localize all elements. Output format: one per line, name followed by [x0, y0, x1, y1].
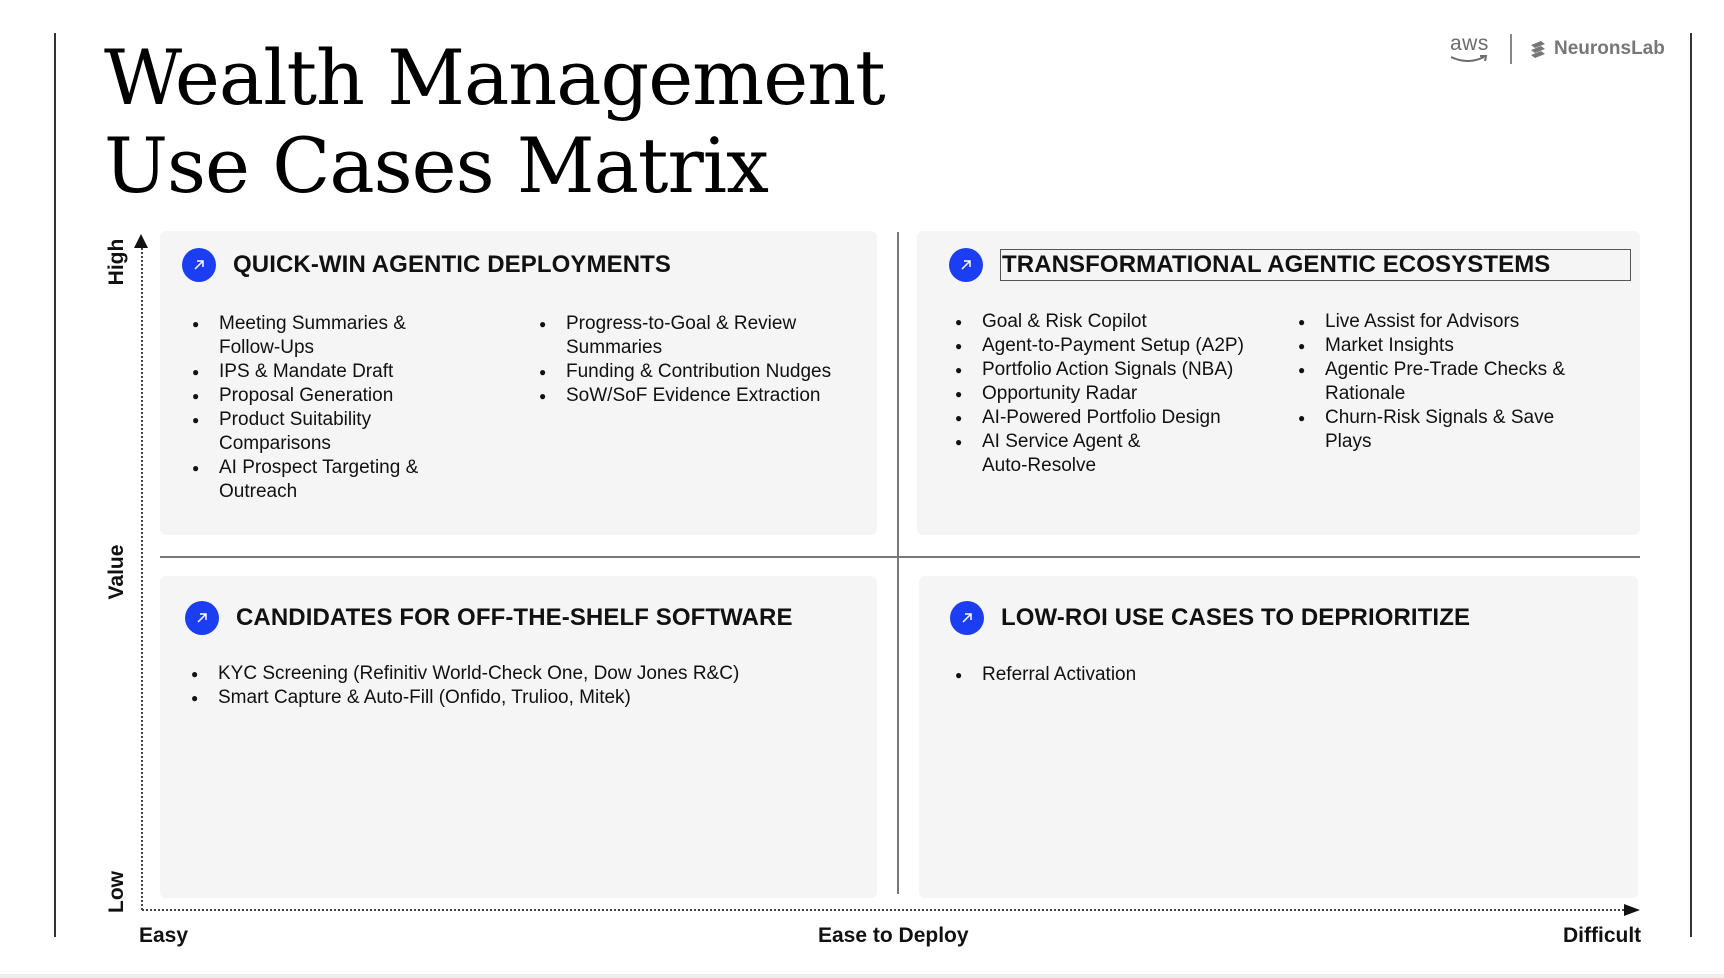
bottom-strip — [0, 974, 1724, 978]
list-item: ● AI Prospect Targeting & Outreach — [192, 456, 462, 504]
x-axis-arrow-icon — [1624, 904, 1640, 916]
list-item: ● Market Insights — [1298, 334, 1598, 358]
frame-right-line — [1690, 33, 1692, 937]
title-line-2: Use Cases Matrix — [104, 121, 768, 210]
use-case-list-col-1 — [192, 312, 462, 504]
list-item: ● Agent-to-Payment Setup (A2P) — [955, 334, 1255, 358]
arrow-up-right-icon — [949, 248, 983, 282]
quadrant-title: QUICK-WIN AGENTIC DEPLOYMENTS — [233, 251, 672, 278]
list-item: ● Portfolio Action Signals (NBA) — [955, 358, 1255, 382]
use-case-list-col-1 — [955, 310, 1255, 478]
use-case-list — [955, 663, 1355, 687]
y-axis-line — [141, 244, 143, 910]
list-item: ● Proposal Generation — [192, 384, 462, 408]
neuronslab-mark-icon — [1528, 39, 1548, 59]
arrow-up-right-icon — [950, 601, 984, 635]
use-case-list-col-2 — [1298, 310, 1598, 454]
quadrant-low-roi — [919, 576, 1638, 898]
list-item: ● Opportunity Radar — [955, 382, 1255, 406]
list-item: ● Churn-Risk Signals & Save Plays — [1298, 406, 1598, 454]
neuronslab-logo-text: NeuronsLab — [1554, 38, 1665, 59]
list-item: ● Agentic Pre-Trade Checks & Rationale — [1298, 358, 1598, 406]
y-axis-high-label: High — [105, 238, 128, 286]
partner-logos — [1448, 32, 1665, 66]
quadrant-off-the-shelf — [160, 576, 877, 898]
aws-smile-icon — [1448, 54, 1492, 64]
frame-left-line — [54, 33, 56, 937]
quadrant-header — [185, 601, 793, 635]
page-title — [104, 34, 885, 210]
list-item: ● AI-Powered Portfolio Design — [955, 406, 1255, 430]
list-item: ● Funding & Contribution Nudges — [539, 360, 839, 384]
aws-logo — [1448, 32, 1492, 66]
list-item: ● KYC Screening (Refinitiv World-Check One, Dow Jones R&C) — [191, 662, 861, 686]
logo-divider — [1510, 34, 1512, 64]
list-item: ● IPS & Mandate Draft — [192, 360, 462, 384]
y-axis-arrow-icon — [134, 234, 148, 248]
list-item: ● Meeting Summaries & Follow-Ups — [192, 312, 462, 360]
arrow-up-right-icon — [182, 248, 216, 282]
y-axis-title: Value — [105, 544, 128, 600]
list-item: ● Smart Capture & Auto-Fill (Onfido, Trulioo, Mitek) — [191, 686, 861, 710]
horizontal-divider — [160, 556, 1640, 558]
list-item: ● Referral Activation — [955, 663, 1355, 687]
list-item: ● Goal & Risk Copilot — [955, 310, 1255, 334]
list-item: ● AI Service Agent & Auto-Resolve — [955, 430, 1172, 478]
title-line-1: Wealth Management — [104, 33, 885, 122]
x-axis-title: Ease to Deploy — [818, 924, 969, 947]
arrow-up-right-icon — [185, 601, 219, 635]
quadrant-title: CANDIDATES FOR OFF-THE-SHELF SOFTWARE — [236, 604, 793, 631]
x-axis-easy-label: Easy — [139, 924, 189, 947]
quadrant-header — [949, 248, 1631, 282]
quadrant-header — [182, 248, 671, 282]
vertical-divider — [897, 232, 899, 894]
quadrant-title: TRANSFORMATIONAL AGENTIC ECOSYSTEMS — [1000, 249, 1631, 281]
neuronslab-logo — [1528, 38, 1665, 60]
list-item: ● SoW/SoF Evidence Extraction — [539, 384, 839, 408]
quadrant-transformational — [917, 231, 1640, 535]
list-item: ● Product Suitability Comparisons — [192, 408, 462, 456]
use-case-list — [191, 662, 861, 710]
y-axis-low-label: Low — [105, 871, 128, 913]
quadrant-quick-win — [160, 231, 877, 535]
quadrant-title: LOW-ROI USE CASES TO DEPRIORITIZE — [1001, 604, 1471, 631]
aws-logo-text: aws — [1450, 32, 1489, 55]
x-axis-difficult-label: Difficult — [1563, 924, 1642, 947]
x-axis-line — [142, 909, 1632, 911]
list-item: ● Progress-to-Goal & Review Summaries — [539, 312, 839, 360]
quadrant-header — [950, 601, 1470, 635]
list-item: ● Live Assist for Advisors — [1298, 310, 1598, 334]
use-case-list-col-2 — [539, 312, 839, 408]
